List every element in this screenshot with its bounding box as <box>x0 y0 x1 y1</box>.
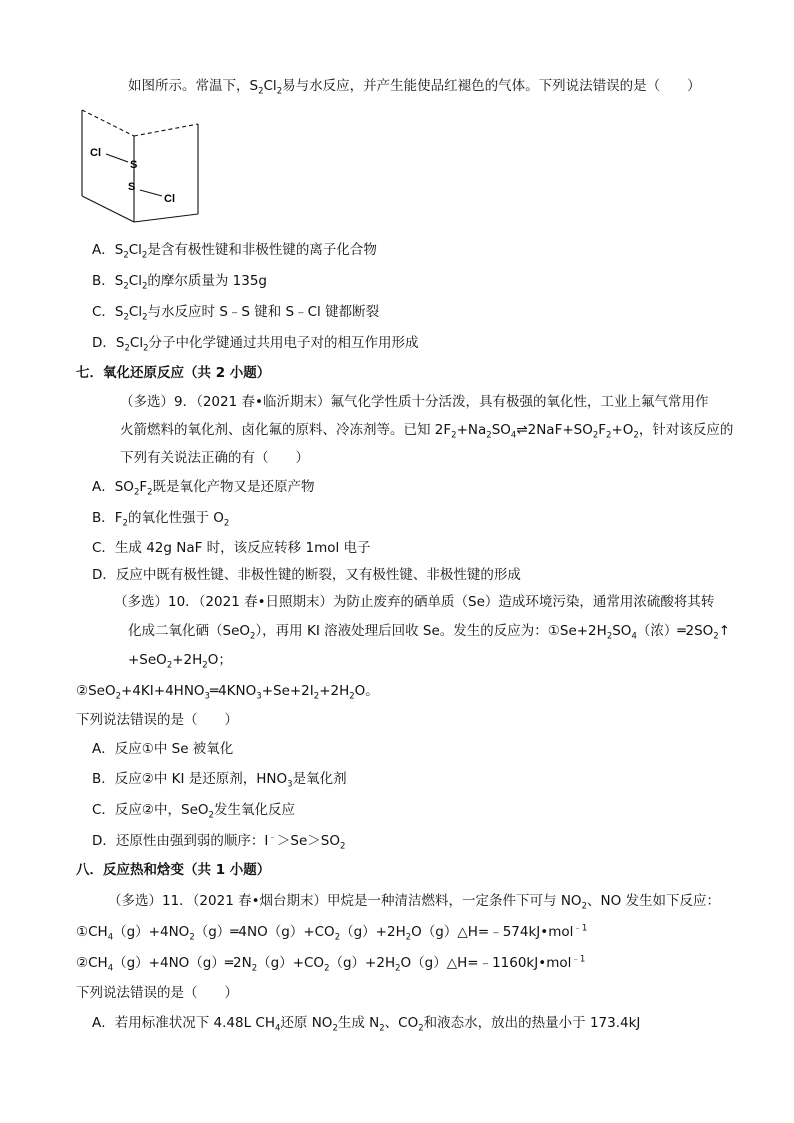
q9-option-c: C．生成 42g NaF 时，该反应转移 1mol 电子 <box>92 540 371 556</box>
q11-option-a: A．若用标准状况下 4.48L $CH_4$还原 $NO_2$生成 $N_2$、$CO_2$和液态水，放出的热量小于 173.4kJ <box>92 1015 641 1034</box>
atom-s-bottom: S <box>128 181 136 193</box>
question-intro: 如图所示。常温下，$S_2Cl_2$易与水反应，并产生能使品红褪色的气体。下列说法错误的是（ ） <box>128 78 701 97</box>
q11-ask: 下列说法错误的是（ ） <box>76 985 238 1001</box>
q9-stem-line2: 火箭燃料的氧化剂、卤化氟的原料、冷冻剂等。已知 $2F_2+Na_2SO_4\rightleftharpoons 2NaF+SO_2F_2+O_2$，针对该反应的 <box>120 422 734 441</box>
option-b: B．$S_2Cl_2$的摩尔质量为 135g <box>92 273 268 292</box>
option-a: A．$S_2Cl_2$是含有极性键和非极性键的离子化合物 <box>92 242 377 261</box>
q9-option-b: B．$F_2$的氧化性强于 $O_2$ <box>92 510 230 529</box>
s2cl2-structure-diagram <box>76 104 202 228</box>
q11-stem-line1: （多选）11．（2021 春•烟台期末）甲烷是一种清洁燃料，一定条件下可与 $NO_2$、NO 发生如下反应： <box>108 893 720 912</box>
option-c: C．$S_2Cl_2$与水反应时 S﹣S 键和 S﹣Cl 键都断裂 <box>92 304 380 323</box>
q11-equation-1: $①CH_4(g)+4NO_2(g)═4NO(g)+CO_2(g)+2H_2O(g)\triangle H=﹣574kJ•mol^{﹣1}$ <box>76 923 588 943</box>
q10-stem-line2: 化成二氧化硒（SeO$_2$），再用 KI 溶液处理后回收 Se。发生的反应为：$①Se+2H_2SO_4$（浓）$═2SO_2↑$ <box>128 623 731 642</box>
atom-s-top: S <box>130 159 138 171</box>
option-d: D．$S_2Cl_2$分子中化学键通过共用电子对的相互作用形成 <box>92 335 419 354</box>
q10-option-a: A．反应①中 Se 被氧化 <box>92 741 234 757</box>
q9-option-d: D．反应中既有极性键、非极性键的断裂，又有极性键、非极性键的形成 <box>92 567 521 583</box>
q10-option-d: D．还原性由强到弱的顺序：$I^﹣>Se>SO_2$ <box>92 832 346 852</box>
section-heading-7: 七．氧化还原反应（共 2 小题） <box>76 365 271 381</box>
q10-ask: 下列说法错误的是（ ） <box>76 712 238 728</box>
q9-stem-line3: 下列有关说法正确的有（ ） <box>120 450 309 466</box>
q9-stem-line1: （多选）9．（2021 春•临沂期末）氟气化学性质十分活泼，具有极强的氧化性，工业上氟气常用作 <box>120 394 709 410</box>
q11-equation-2: $②CH_4(g)+4NO(g)═2N_2(g)+CO_2(g)+2H_2O(g)\triangle H=﹣1160kJ•mol^{﹣1}$ <box>76 954 586 974</box>
q9-option-a: A．$SO_2F_2$既是氧化产物又是还原产物 <box>92 479 315 498</box>
q10-stem-line1: （多选）10．（2021 春•日照期末）为防止废弃的硒单质（Se）造成环境污染，通常用浓硫酸将其转 <box>114 594 715 610</box>
q10-option-c: C．反应②中，SeO$_2$发生氧化反应 <box>92 802 295 821</box>
section-heading-8: 八．反应热和焓变（共 1 小题） <box>76 862 271 878</box>
atom-cl-top: Cl <box>90 147 101 159</box>
q10-stem-line3: $+SeO_2+2H_2O$； <box>128 652 232 671</box>
q10-reaction-2: $②SeO_2+4KI+4HNO_3═4KNO_3+Se+2I_2+2H_2O$。 <box>76 683 379 702</box>
atom-cl-bottom: Cl <box>164 193 175 205</box>
q10-option-b: B．反应②中 KI 是还原剂，$HNO_3$是氧化剂 <box>92 771 347 790</box>
